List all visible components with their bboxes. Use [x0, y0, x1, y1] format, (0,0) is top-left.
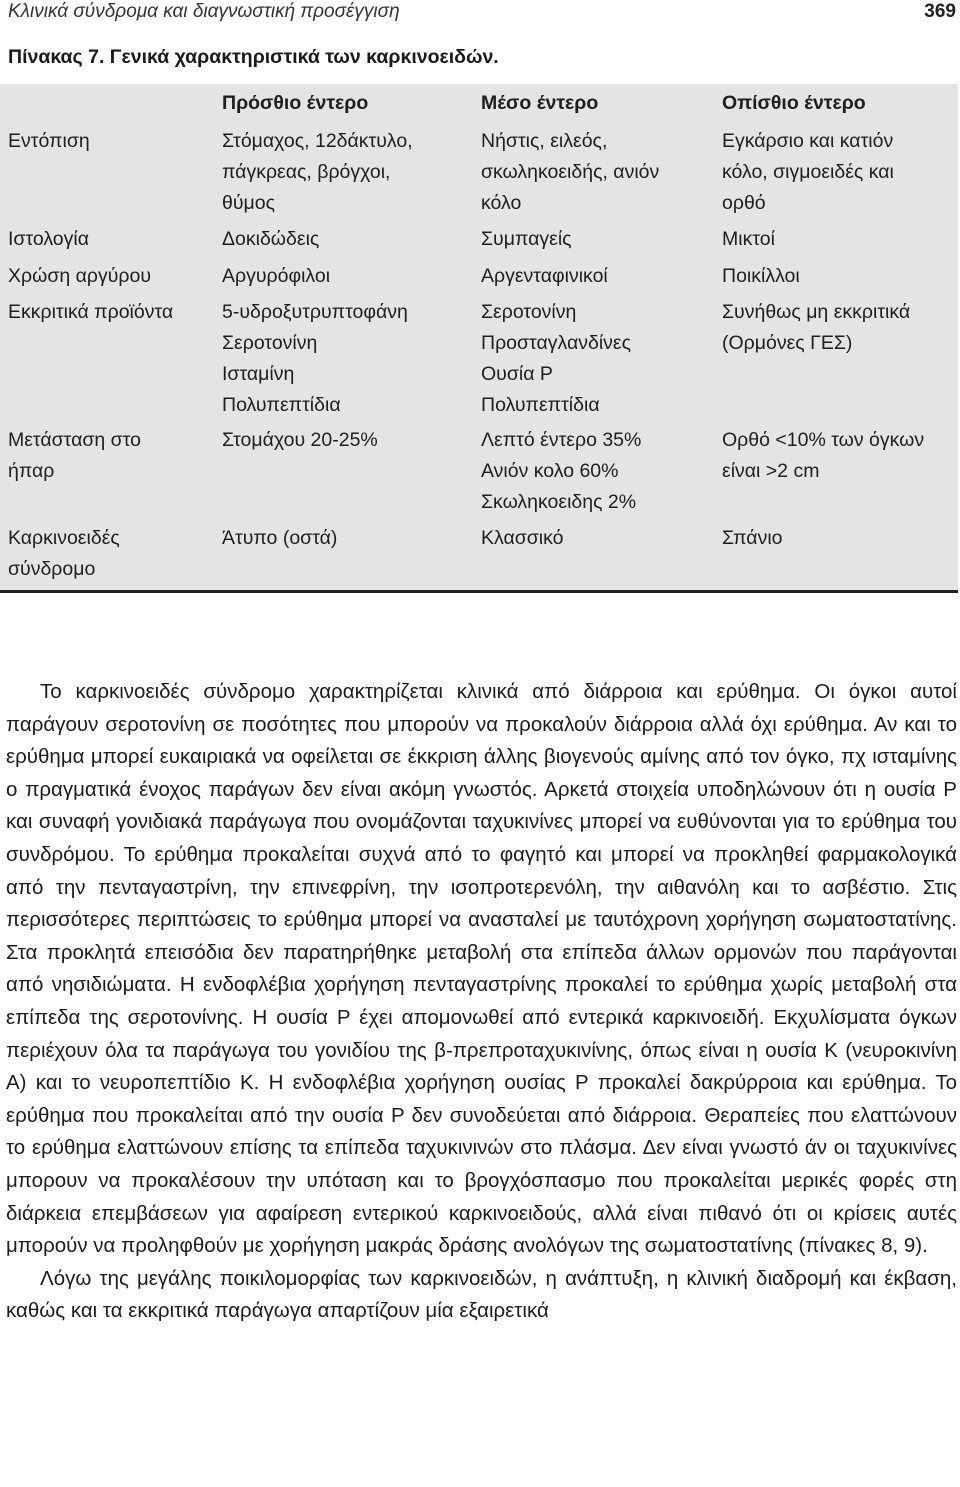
table-cell	[481, 523, 564, 554]
cell-line: Λεπτό έντερο 35%	[481, 429, 642, 451]
table-cell	[481, 224, 572, 255]
paragraph: Λόγω της μεγάλης ποικιλομορφίας των καρκινοειδών, η ανάπτυξη, η κλινική διαδρομή και έκβαση, καθώς και τα εκκριτικά παράγωγα απαρτίζουν μία εξαιρετικά	[6, 1266, 957, 1323]
characteristics-table	[0, 84, 958, 593]
cell-line: Δοκιδώδεις	[222, 228, 320, 250]
cell-line: 5-υδροξυτρυπτοφάνη	[222, 301, 408, 323]
row-label-liver-metastasis	[8, 425, 141, 487]
cell-line: Ορθό <10% των όγκων	[722, 429, 925, 451]
cell-line: θύμος	[222, 192, 275, 214]
cell-line: Κλασσικό	[481, 527, 564, 549]
cell-line: Σεροτονίνη	[222, 332, 318, 354]
column-header-hindgut: Οπίσθιο έντερο	[722, 92, 866, 114]
row-label-carcinoid-syndrome	[8, 523, 120, 585]
table-cell	[722, 425, 924, 487]
page-number: 369	[924, 1, 956, 22]
cell-line: Ανιόν κολο 60%	[481, 460, 619, 482]
row-label-line: Εντόπιση	[8, 130, 90, 152]
cell-line: Εγκάρσιο και κατιόν	[722, 130, 894, 152]
cell-line: Ουσία P	[481, 363, 553, 385]
cell-line: Ποικίλλοι	[722, 265, 800, 287]
cell-line: Πολυπεπτίδια	[481, 394, 600, 416]
cell-line: Ισταμίνη	[222, 363, 295, 385]
table-cell	[722, 523, 783, 554]
cell-line: Αργενταφινικοί	[481, 265, 608, 287]
cell-line: σκωληκοειδής, ανιόν	[481, 161, 660, 183]
table-cell	[481, 261, 608, 292]
cell-line: Άτυπο (οστά)	[222, 527, 338, 549]
cell-line: Προσταγλανδίνες	[481, 332, 632, 354]
cell-line: πάγκρεας, βρόγχοι,	[222, 161, 391, 183]
cell-line: κόλο, σιγμοειδές και	[722, 161, 894, 183]
row-label-line: Καρκινοειδές	[8, 527, 120, 549]
column-header-foregut: Πρόσθιο έντερο	[222, 92, 369, 114]
cell-line: Σεροτονίνη	[481, 301, 577, 323]
table-cell	[722, 261, 800, 292]
table-cell	[222, 425, 378, 456]
row-label-line: Εκκριτικά προϊόντα	[8, 301, 174, 323]
cell-line: Αργυρόφιλοι	[222, 265, 331, 287]
table-cell	[481, 425, 641, 518]
table-cell	[722, 224, 775, 255]
table-cell	[222, 523, 337, 554]
cell-line: Πολυπεπτίδια	[222, 394, 341, 416]
cell-line: Νήστις, ειλεός,	[481, 130, 608, 152]
cell-line: Σκωληκοειδης 2%	[481, 491, 637, 513]
cell-line: Σπάνιο	[722, 527, 783, 549]
table-title: Πίνακας 7. Γενικά χαρακτηριστικά των καρκινοειδών.	[8, 46, 499, 68]
cell-line: Στόμαχος, 12δάκτυλο,	[222, 130, 413, 152]
cell-line: Μικτοί	[722, 228, 775, 250]
row-label-line: Χρώση αργύρου	[8, 265, 152, 287]
cell-line: ορθό	[722, 192, 766, 214]
cell-line: είναι >2 cm	[722, 460, 820, 482]
paragraph: Το καρκινοειδές σύνδρομο χαρακτηρίζεται κλινικά από διάρροια και ερύθημα. Οι όγκοι αυτοί παράγουν σεροτονίνη σε ποσότητες που μπορούν να προκαλούν διάρροια αλλά όχι ερύθημα. Αν και το ερύθημα μπορεί ευκαιριακά να οφείλεται σε έκκριση άλλης βιογενούς αμίνης από τον όγκο, πχ ισταμίνης ο πραγματικά ένοχος παράγων δεν είναι ακόμη γνωστός. Αρκετά στοιχεία υποδηλώνουν ότι η ουσία P και συναφή γονιδιακά παράγωγα που ονομάζονται ταχυκινίνες μπορεί να ευθύνονται για το ερύθημα του συνδρόμου. Το ερύθημα προκαλείται συχνά από το φαγητό και μπορεί να προκληθεί φαρμακολογικά από την πενταγαστρίνη, την επινεφρίνη, την ισοπροτερενόλη, την αιθανόλη και το ασβέστιο. Στις περισσότερες περιπτώσεις το ερύθημα μπορεί να ανασταλεί με ταυτόχρονη χορήγηση σωματοστατίνης. Στα προκλητά επεισόδια δεν παρατηρήθηκε μεταβολή στα επίπεδα άλλων ορμονών που παράγονται από νησιδιώματα. Η ενδοφλέβια χορήγηση πενταγαστρίνης προκαλεί το ερύθημα χωρίς μεταβολή στα επίπεδα της σεροτονίνης. Η ουσία P έχει απομονωθεί από εντερικά καρκινοειδή. Εκχυλίσματα όγκων περιέχουν όλα τα παράγωγα του γονιδίου της β-πρεπροταχυκινίνης, όπως είναι η ουσία Κ (νευροκινίνη Α) και το νευροπεπτίδιο Κ. Η ενδοφλέβια χορήγηση ουσίας P προκαλεί δακρύρροια και ερύθημα. Το ερύθημα που προκαλείται από την ουσία P δεν συνοδεύεται από διάρροια. Θεραπείες που ελαττώνουν το ερύθημα ελαττώνουν επίσης τα επίπεδα ταχυκινινών στο πλάσμα. Δεν είναι γνωστό άν οι ταχυκινίνες μπορουν να προκαλέσουν την υπόταση και το βρογχόσπασμο που προκαλείται μερικές φορές στη διάρκεια επεμβάσεων για αφαίρεση εντερικού καρκινοειδούς, αλλά είναι πιθανό ότι οι κρίσεις αυτές μπορούν να προληφθούν με χορήγηση μακράς δράσης ανολόγων της σωματοστατίνης (πίνακες 8, 9).	[6, 680, 957, 1258]
running-title: Κλινικά σύνδρομα και διαγνωστική προσέγγιση	[8, 1, 400, 22]
table-cell	[222, 297, 408, 421]
page-header	[8, 0, 956, 26]
table-cell	[481, 297, 631, 421]
row-label-histology	[8, 224, 89, 255]
table-cell	[481, 126, 659, 219]
cell-line: Συνήθως μη εκκριτικά	[722, 301, 911, 323]
cell-line: (Ορμόνες ΓΕΣ)	[722, 332, 853, 354]
row-label-secretory-products	[8, 297, 173, 328]
row-label-location	[8, 126, 90, 157]
cell-line: Συμπαγείς	[481, 228, 572, 250]
table-cell	[722, 297, 910, 359]
row-label-silver-stain	[8, 261, 151, 292]
row-label-line: Ιστολογία	[8, 228, 90, 250]
column-header-midgut: Μέσο έντερο	[481, 92, 599, 114]
body-text	[6, 676, 957, 1328]
cell-line: κόλο	[481, 192, 522, 214]
table-cell	[222, 261, 330, 292]
row-label-line: ήπαρ	[8, 460, 55, 482]
table-cell	[222, 126, 413, 219]
cell-line: Στομάχου 20-25%	[222, 429, 378, 451]
table-cell	[222, 224, 319, 255]
row-label-line: Μετάσταση στο	[8, 429, 141, 451]
row-label-line: σύνδρομο	[8, 558, 96, 580]
table-cell	[722, 126, 894, 219]
